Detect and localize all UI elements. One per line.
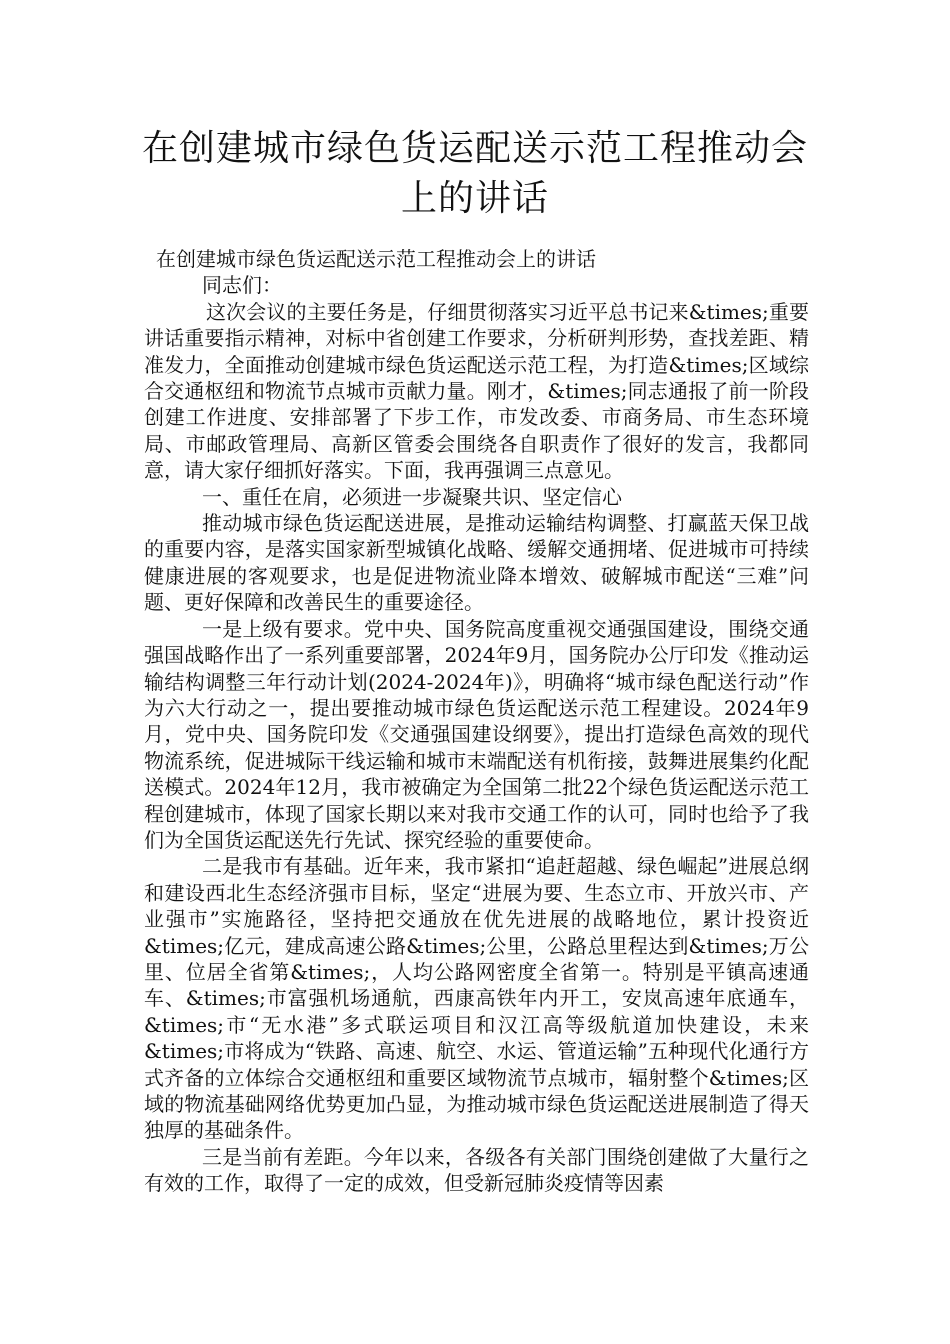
paragraph-intro: 这次会议的主要任务是，仔细贯彻落实习近平总书记来&times;重要讲话重要指示精神，对标中省创建工作要求，分析研判形势，查找差距、精准发力，全面推动创建城市绿色货运配送示范工程，为打造&times;区域综合交通枢纽和物流节点城市贡献力量。刚才，&times;同志通报了前一阶段创建工作进度、安排部署了下步工作，市发改委、市商务局、市生态环境局、市邮政管理局、高新区管委会围绕各自职责作了很好的发言，我都同意，请大家仔细抓好落实。下面，我再强调三点意见。 [144,299,809,483]
document-body [144,246,809,1197]
greeting: 同志们： [202,273,282,298]
section-heading-1: 一、重任在肩，必须进一步凝聚共识、坚定信心 [202,484,622,509]
paragraph-point-2: 二是我市有基础。近年来，我市紧扣“追赶超越、绿色崛起”进展总纲和建设西北生态经济强市目标，坚定“进展为要、生态立市、开放兴市、产业强市”实施路径，坚持把交通放在优先进展的战略地位，累计投资近&times;亿元，建成高速公路&times;公里，公路总里程达到&times;万公里、位居全省第&times;，人均公路网密度全省第一。特别是平镇高速通车、&times;市富强机场通航，西康高铁年内开工，安岚高速年底通车，&times;市“无水港”多式联运项目和汉江高等级航道加快建设，未来&times;市将成为“铁路、高速、航空、水运、管道运输”五种现代化通行方式齐备的立体综合交通枢纽和重要区域物流节点城市，辐射整个&times;区域的物流基础网络优势更加凸显，为推动城市绿色货运配送进展制造了得天独厚的基础条件。 [144,854,809,1143]
document-title: 在创建城市绿色货运配送示范工程推动会上的讲话 [141,128,808,219]
paragraph-section-1-intro: 推动城市绿色货运配送进展，是推动运输结构调整、打赢蓝天保卫战的重要内容，是落实国家新型城镇化战略、缓解交通拥堵、促进城市可持续健康进展的客观要求，也是促进物流业降本增效、破解城市配送“三难”问题、更好保障和改善民生的重要途径。 [144,511,809,615]
paragraph-point-1: 一是上级有要求。党中央、国务院高度重视交通强国建设，围绕交通强国战略作出了一系列重要部署，2024年9月，国务院办公厅印发《推动运输结构调整三年行动计划(2024-2024年)》，明确将“城市绿色配送行动”作为六大行动之一，提出要推动城市绿色货运配送示范工程建设。2024年9月，党中央、国务院印发《交通强国建设纲要》，提出打造绿色高效的现代物流系统，促进城际干线运输和城市末端配送有机衔接，鼓舞进展集约化配送模式。2024年12月，我市被确定为全国第二批22个绿色货运配送示范工程创建城市，体现了国家长期以来对我市交通工作的认可，同时也给予了我们为全国货运配送先行先试、探究经验的重要使命。 [144,616,809,852]
document-subtitle: 在创建城市绿色货运配送示范工程推动会上的讲话 [156,247,596,271]
paragraph-point-3: 三是当前有差距。今年以来，各级各有关部门围绕创建做了大量行之有效的工作，取得了一定的成效，但受新冠肺炎疫情等因素 [144,1144,809,1196]
